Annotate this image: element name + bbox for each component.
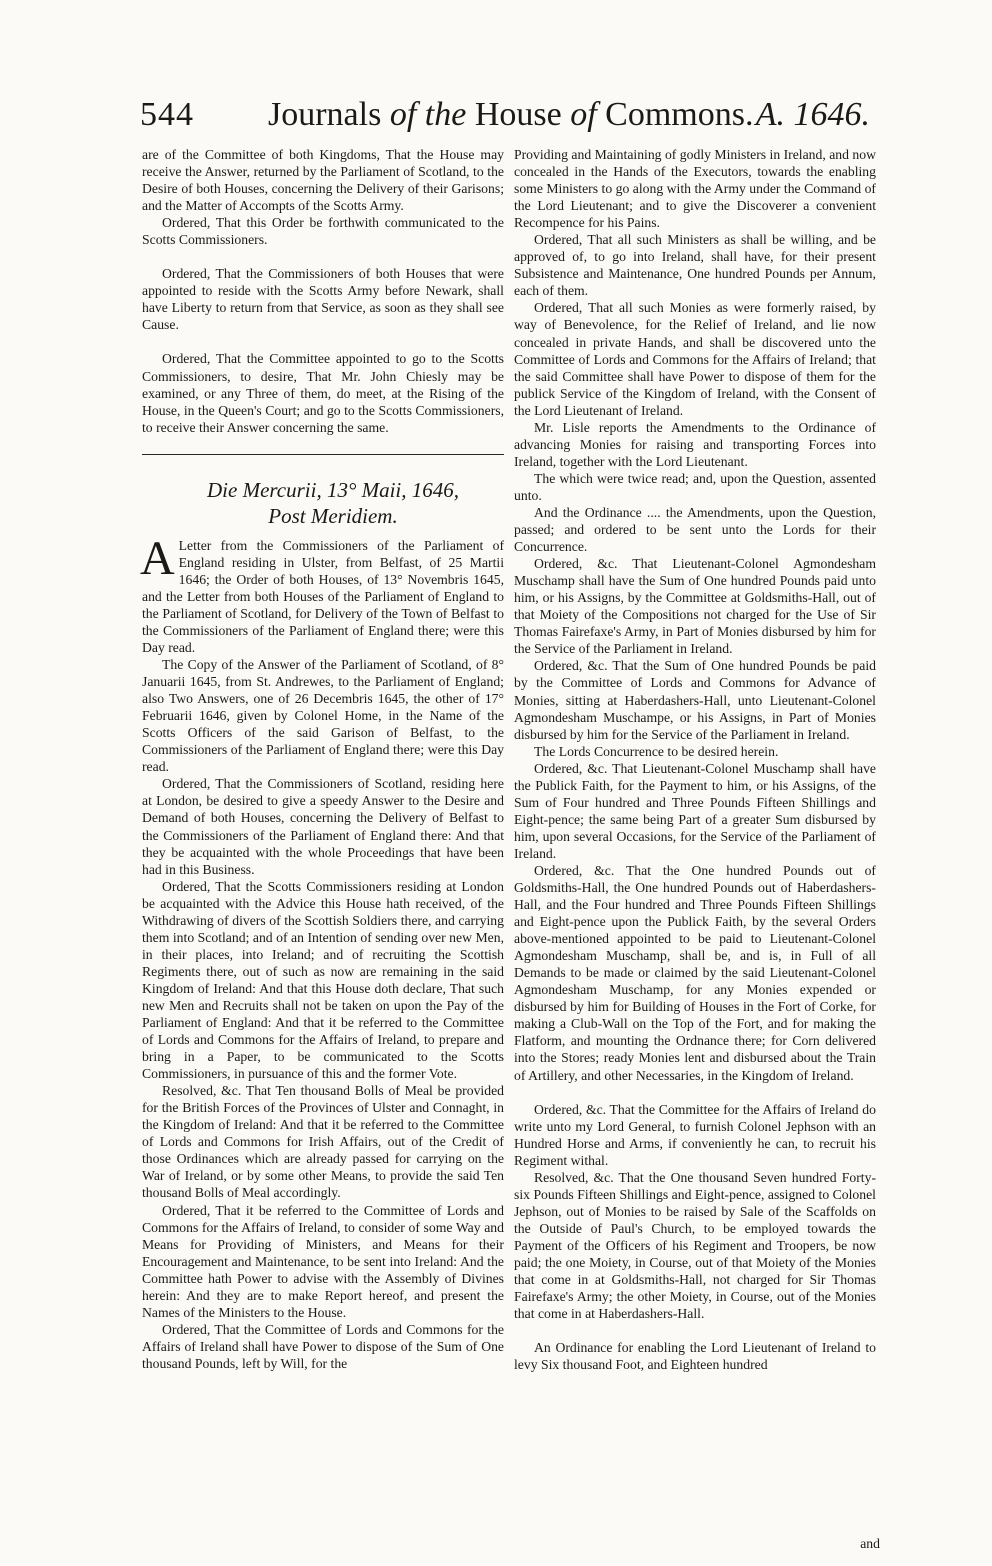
paragraph: Ordered, That all such Monies as were formerly raised, by way of Benevolence, for the Relief of Ireland, and lie now concealed in private Hands, and shall be discovered unto the Committee of Lords and Commons for the Affairs of Ireland; that the said Committee shall have Power to dispose of them for the publick Service of the Kingdom of Ireland, with the Consent of the Lord Lieutenant of Ireland. <box>514 300 876 418</box>
paragraph: Resolved, &c. That Ten thousand Bolls of Meal be provided for the British Forces of the Provinces of Ulster and Connaght, in the Kingdom of Ireland: And that it be referred to the Committee of Lords and Commons for Irish Affairs, out of the Credit of those Ordinances which are already passed for carrying on the War of Ireland, or by some other Means, to provide the said Ten thousand Bolls of Meal accordingly. <box>142 1083 504 1201</box>
paragraph <box>140 531 504 656</box>
title-commons: Commons. <box>605 96 754 133</box>
paragraph: And the Ordinance .... the Amendments, upon the Question, passed; and ordered to be sent unto the Lords for their Concurrence. <box>514 504 876 555</box>
drop-cap: A <box>140 531 175 585</box>
paragraph: Ordered, That the Committee appointed to go to the Scotts Commissioners, to desire, That Mr. John Chiesly may be examined, or any Three of them, do meet, at the Rising of the House, in the Queen's Court; and go to the Scotts Commissioners, to receive their Answer concerning the same. <box>142 351 504 435</box>
sitting-date: Die Mercurii, 13° Maii, 1646, <box>207 477 459 502</box>
paragraph: Ordered, That all such Ministers as shall be willing, and be approved of, to go into Ireland, shall have, for their present Subsistence and Maintenance, One hundred Pounds per Annum, each of them. <box>514 232 876 299</box>
left-column <box>142 146 504 1372</box>
paragraph: Ordered, That it be referred to the Committee of Lords and Commons for the Affairs of Ireland, to consider of some Way and Means for Providing of Ministers, and Means for their Encouragement and Maintenance, to be sent into Ireland: And the Committee hath Power to advise with the Assembly of Divines herein: And they are to make Report hereof, and present the Names of the Ministers to the House. <box>142 1202 504 1320</box>
paragraph: The which were twice read; and, upon the Question, assented unto. <box>514 470 876 503</box>
paragraph: Resolved, &c. That the One thousand Seven hundred Forty-six Pounds Fifteen Shillings and Eight-pence, assigned to Colonel Jephson, out of Monies to be raised by Sale of the Scaffolds on the Outside of Paul's Church, to be employed towards the Payment of the Officers of his Regiment and Troopers, be now paid; the one Moiety, in Course, out of that Moiety of the Monies that come in at Goldsmiths-Hall, not charged for Sir Thomas Fairefaxe's Army; the other Moiety, in Course, out of the Monies that come in at Haberdashers-Hall. <box>514 1169 876 1322</box>
page-header <box>140 96 870 146</box>
paragraph: Ordered, &c. That the Sum of One hundred Pounds be paid by the Committee of Lords and Commons for Advance of Monies, sitting at Haberdashers-Hall, unto Lieutenant-Colonel Agmondesham Muschampe, or his Assigns, in Part of Monies disbursed by him for the Service of the Parliament in Ireland. <box>514 658 876 742</box>
page-year: A. 1646. <box>755 96 870 133</box>
paragraph: An Ordinance for enabling the Lord Lieutenant of Ireland to levy Six thousand Foot, and Eighteen hundred <box>514 1340 876 1373</box>
paragraph: Ordered, That the Scotts Commissioners residing at London be acquainted with the Advice this House hath received, of the Withdrawing of divers of the Scottish Soldiers there, and carrying them into Scotland; and of an Intention of sending over new Men, in their places, into Ireland; and of recruiting the Scottish Regiments there, out of such as now are remaining in the said Kingdom of Ireland: And that this House doth declare, That such new Men and Recruits shall not be taken on upon the Pay of the Parliament of England: And that it be referred to the Committee of Lords and Commons for the Affairs of Ireland, to prepare and bring in a Paper, to be communicated to the Scotts Commissioners, in pursuance of this and the former Vote. <box>142 878 504 1082</box>
page-number: 544 <box>140 96 194 133</box>
paragraph: Ordered, That the Committee of Lords and Commons for the Affairs of Ireland shall have Power to dispose of the Sum of One thousand Pounds, left by Will, for the <box>142 1321 504 1371</box>
paragraph: Ordered, That the Commissioners of both Houses that were appointed to reside with the Scotts Army before Newark, shall have Liberty to return from that Service, as soon as they shall see Cause. <box>142 266 504 333</box>
paragraph: Ordered, &c. That the Committee for the Affairs of Ireland do write unto my Lord General, to furnish Colonel Jephson with an Hundred Horse and Arms, if conveniently he can, to recruit his Regiment withal. <box>514 1101 876 1168</box>
paragraph: The Lords Concurrence to be desired herein. <box>534 743 779 759</box>
paragraph-text: Letter from the Commissioners of the Parliament of England residing in Ulster, from Belfast, of 25 Martii 1646; the Order of both Houses, of 13° Novembris 1645, and the Letter from both Houses of the Parliament of England to the Parliament of Scotland, for Delivery of the Town of Belfast to the Commissioners of the Parliament of England there; were this Day read. <box>142 537 504 655</box>
paragraph: Ordered, &c. That the One hundred Pounds out of Goldsmiths-Hall, the One hundred Pounds out of Haberdashers-Hall, and the Four hundred and Three Pounds Fifteen Shillings and Eight-pence upon the Publick Faith, by the several Orders above-mentioned appointed to be paid to Lieutenant-Colonel Agmondesham Muschamp, shall be, and is, in Full of all Demands to be made or claimed by the said Lieutenant-Colonel Agmondesham Muschamp, for any Monies expended or disbursed by him for Building of Houses in the Fort of Corke, for making a Club-Wall on the Top of the Fort, and for making the Flatform, and mounting the Ordnance there; for Corn delivered into the Stores; ready Monies lent and disbursed about the Train of Artillery, and other Necessaries, in the Kingdom of Ireland. <box>514 862 876 1083</box>
paragraph: Ordered, That the Commissioners of Scotland, residing here at London, be desired to give a speedy Answer to the Desire and Demand of both Houses, concerning the Delivery of Belfast to the Commissioners of the Parliament of England there: And that they be acquainted with the whole Proceedings that have been had in this Business. <box>142 776 504 877</box>
paragraph: Mr. Lisle reports the Amendments to the Ordinance of advancing Monies for raising and transporting Forces into Ireland, together with the Lord Lieutenant. <box>514 419 876 469</box>
title-of-2: of <box>570 96 597 133</box>
paragraph: The Copy of the Answer of the Parliament of Scotland, of 8° Januarii 1645, from St. Andrewes, to the Parliament of England; also Two Answers, one of 26 Decembris 1645, the other of 17° Februarii 1646, given by Colonel Home, in the Name of the Scotts Officers of the said Garison of Belfast, to the Commissioners of the Parliament of England there; were this Day read. <box>142 657 504 775</box>
running-title <box>268 96 753 134</box>
sitting-dateline <box>142 477 504 529</box>
paragraph: Ordered, That this Order be forthwith communicated to the Scotts Commissioners. <box>142 215 504 248</box>
catchword: and <box>860 1536 880 1551</box>
title-of-1: of <box>389 96 417 133</box>
sitting-time: Post Meridiem. <box>268 503 398 528</box>
paragraph: Providing and Maintaining of godly Ministers in Ireland, and now concealed in the Hands of the Executors, towards the enabling some Ministers to go along with the Army under the Command of the Lord Lieutenant; and to give the Discoverer a convenient Recompence for his Pains. <box>514 147 876 231</box>
right-column <box>514 146 876 1373</box>
paragraph: are of the Committee of both Kingdoms, That the House may receive the Answer, returned by the Parliament of Scotland, to the Desire of both Houses, concerning the Delivery of their Garisons; and the Matter of Accompts of the Scotts Army. <box>142 147 504 214</box>
paragraph: Ordered, &c. That Lieutenant-Colonel Muschamp shall have the Publick Faith, for the Payment to him, or his Assigns, of the Sum of Four hundred and Three Pounds Fifteen Shillings and Eight-pence; the same being Part of a greater Sum disbursed by him, upon several Occasions, for the Service of the Parliament of Ireland. <box>514 760 876 861</box>
section-divider <box>142 454 504 455</box>
title-journals: Journals <box>268 96 382 133</box>
paragraph: Ordered, &c. That Lieutenant-Colonel Agmondesham Muschamp shall have the Sum of One hundred Pounds paid unto him, or his Assigns, by the Committee at Goldsmiths-Hall, out of that Moiety of the Compositions not charged for the Use of Sir Thomas Fairefaxe's Army, in Part of Monies disbursed by him for the Service of the Parliament in Ireland. <box>514 556 876 657</box>
title-the: the <box>424 96 467 133</box>
title-house: House <box>474 96 562 133</box>
